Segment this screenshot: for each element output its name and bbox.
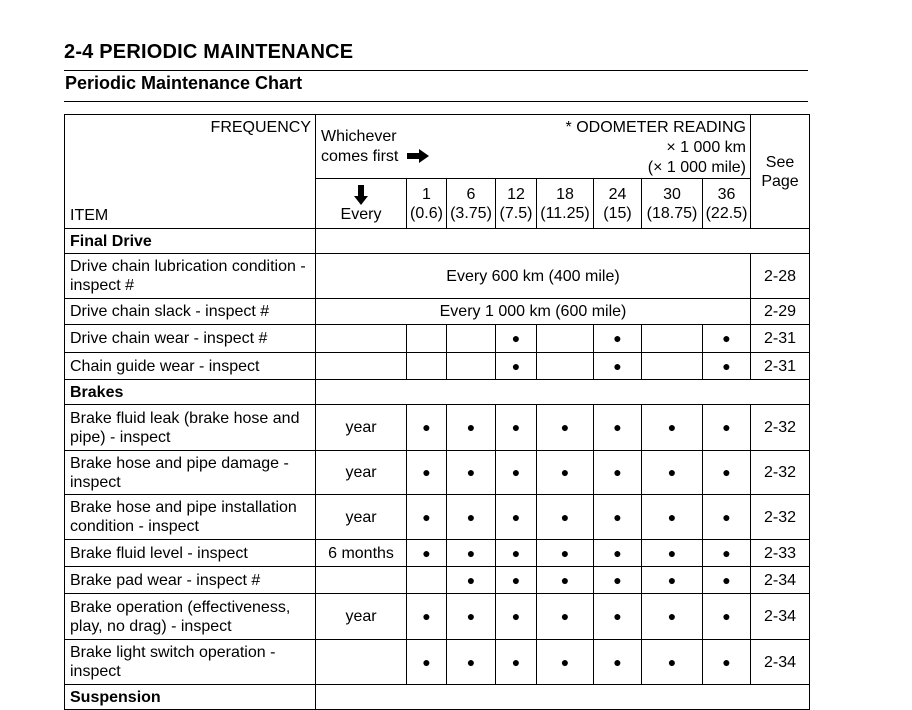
mark-cell xyxy=(642,325,703,353)
dot-mark: ● xyxy=(703,325,751,353)
dot-mark: ● xyxy=(703,640,751,685)
title-rule xyxy=(64,70,808,71)
interval-1: 1 (0.6) xyxy=(407,179,447,229)
mark-cell xyxy=(407,353,447,380)
dot-mark: ● xyxy=(703,540,751,567)
interval-18: 18 (11.25) xyxy=(537,179,594,229)
interval-12: 12 (7.5) xyxy=(496,179,537,229)
interval-6: 6 (3.75) xyxy=(447,179,496,229)
category-row-brakes xyxy=(65,380,810,405)
dot-mark: ● xyxy=(703,353,751,380)
dot-mark: ● xyxy=(642,567,703,594)
dot-mark: ● xyxy=(642,640,703,685)
maintenance-chart-table xyxy=(64,114,810,710)
whichever-text: Whichever comes first xyxy=(321,127,429,167)
dot-mark: ● xyxy=(703,405,751,451)
table-row xyxy=(65,405,810,451)
dot-mark: ● xyxy=(447,451,496,495)
chart-title: Periodic Maintenance Chart xyxy=(65,73,303,93)
mark-cell xyxy=(447,353,496,380)
dot-mark: ● xyxy=(447,405,496,451)
item-name: Brake operation (effectiveness, play, no drag) - inspect xyxy=(65,594,316,640)
section-title: 2-4 PERIODIC MAINTENANCE xyxy=(64,41,354,63)
table-row xyxy=(65,594,810,640)
frequency-item-header xyxy=(65,115,316,229)
dot-mark: ● xyxy=(594,640,642,685)
table-row xyxy=(65,451,810,495)
dot-mark: ● xyxy=(496,451,537,495)
item-name: Brake pad wear - inspect # xyxy=(65,567,316,594)
dot-mark: ● xyxy=(703,594,751,640)
arrow-down-icon xyxy=(354,185,368,205)
item-name: Brake light switch operation - inspect xyxy=(65,640,316,685)
dot-mark: ● xyxy=(537,594,594,640)
see-page: 2-31 xyxy=(751,353,810,380)
dot-mark: ● xyxy=(407,405,447,451)
dot-mark: ● xyxy=(594,353,642,380)
dot-mark: ● xyxy=(594,325,642,353)
dot-mark: ● xyxy=(407,495,447,540)
item-name: Drive chain lubrication condition - inspect # xyxy=(65,254,316,299)
freq-cell: year xyxy=(316,594,407,640)
category-row-final-drive xyxy=(65,229,810,254)
dot-mark: ● xyxy=(594,495,642,540)
category-label: Final Drive xyxy=(65,229,316,254)
see-page: 2-32 xyxy=(751,451,810,495)
see-page: 2-31 xyxy=(751,325,810,353)
mark-cell xyxy=(537,325,594,353)
dot-mark: ● xyxy=(407,594,447,640)
table-row xyxy=(65,325,810,353)
dot-mark: ● xyxy=(594,567,642,594)
table-row xyxy=(65,299,810,325)
table-row xyxy=(65,640,810,685)
every-header: Every xyxy=(316,179,407,229)
dot-mark: ● xyxy=(447,640,496,685)
dot-mark: ● xyxy=(537,640,594,685)
item-label: ITEM xyxy=(70,207,109,224)
see-page: 2-33 xyxy=(751,540,810,567)
dot-mark: ● xyxy=(496,540,537,567)
item-name: Brake hose and pipe damage - inspect xyxy=(65,451,316,495)
see-page: 2-32 xyxy=(751,405,810,451)
dot-mark: ● xyxy=(496,594,537,640)
dot-mark: ● xyxy=(447,540,496,567)
dot-mark: ● xyxy=(496,353,537,380)
freq-cell: 6 months xyxy=(316,540,407,567)
dot-mark: ● xyxy=(642,451,703,495)
dot-mark: ● xyxy=(703,567,751,594)
every-interval-text: Every 1 000 km (600 mile) xyxy=(316,299,751,325)
see-page: 2-28 xyxy=(751,254,810,299)
dot-mark: ● xyxy=(496,325,537,353)
dot-mark: ● xyxy=(537,495,594,540)
see-page: 2-29 xyxy=(751,299,810,325)
item-name: Brake fluid level - inspect xyxy=(65,540,316,567)
dot-mark: ● xyxy=(537,567,594,594)
freq-cell xyxy=(316,325,407,353)
dot-mark: ● xyxy=(594,594,642,640)
freq-cell xyxy=(316,640,407,685)
mark-cell xyxy=(537,353,594,380)
dot-mark: ● xyxy=(407,540,447,567)
dot-mark: ● xyxy=(594,405,642,451)
dot-mark: ● xyxy=(407,640,447,685)
interval-24: 24 (15) xyxy=(594,179,642,229)
arrow-right-icon xyxy=(407,149,429,163)
category-row-suspension xyxy=(65,685,810,710)
dot-mark: ● xyxy=(496,405,537,451)
freq-cell xyxy=(316,353,407,380)
category-label: Suspension xyxy=(65,685,316,710)
dot-mark: ● xyxy=(642,540,703,567)
dot-mark: ● xyxy=(642,594,703,640)
dot-mark: ● xyxy=(447,594,496,640)
dot-mark: ● xyxy=(594,540,642,567)
category-label: Brakes xyxy=(65,380,316,405)
table-row xyxy=(65,254,810,299)
dot-mark: ● xyxy=(642,495,703,540)
dot-mark: ● xyxy=(537,540,594,567)
mark-cell xyxy=(407,567,447,594)
dot-mark: ● xyxy=(703,451,751,495)
table-row xyxy=(65,495,810,540)
see-page-header: See Page xyxy=(751,115,810,229)
dot-mark: ● xyxy=(642,405,703,451)
dot-mark: ● xyxy=(496,567,537,594)
dot-mark: ● xyxy=(496,495,537,540)
table-row xyxy=(65,540,810,567)
odometer-reading-text: * ODOMETER READING × 1 000 km (× 1 000 mile) xyxy=(565,119,746,176)
item-name: Brake hose and pipe installation condition - inspect xyxy=(65,495,316,540)
item-name: Drive chain wear - inspect # xyxy=(65,325,316,353)
whichever-odometer-header xyxy=(316,115,751,179)
item-name: Chain guide wear - inspect xyxy=(65,353,316,380)
item-name: Brake fluid leak (brake hose and pipe) - inspect xyxy=(65,405,316,451)
mark-cell xyxy=(407,325,447,353)
dot-mark: ● xyxy=(594,451,642,495)
see-page: 2-34 xyxy=(751,567,810,594)
subtitle-rule xyxy=(64,101,808,102)
mark-cell xyxy=(447,325,496,353)
dot-mark: ● xyxy=(447,567,496,594)
dot-mark: ● xyxy=(496,640,537,685)
dot-mark: ● xyxy=(447,495,496,540)
freq-cell: year xyxy=(316,451,407,495)
every-interval-text: Every 600 km (400 mile) xyxy=(316,254,751,299)
table-row xyxy=(65,567,810,594)
interval-30: 30 (18.75) xyxy=(642,179,703,229)
table-row xyxy=(65,353,810,380)
dot-mark: ● xyxy=(537,451,594,495)
freq-cell: year xyxy=(316,495,407,540)
dot-mark: ● xyxy=(537,405,594,451)
see-page: 2-32 xyxy=(751,495,810,540)
dot-mark: ● xyxy=(407,451,447,495)
dot-mark: ● xyxy=(703,495,751,540)
header-row-top xyxy=(65,115,810,179)
interval-36: 36 (22.5) xyxy=(703,179,751,229)
item-name: Drive chain slack - inspect # xyxy=(65,299,316,325)
freq-cell xyxy=(316,567,407,594)
frequency-label: FREQUENCY xyxy=(210,119,311,136)
see-page: 2-34 xyxy=(751,594,810,640)
mark-cell xyxy=(642,353,703,380)
freq-cell: year xyxy=(316,405,407,451)
see-page: 2-34 xyxy=(751,640,810,685)
